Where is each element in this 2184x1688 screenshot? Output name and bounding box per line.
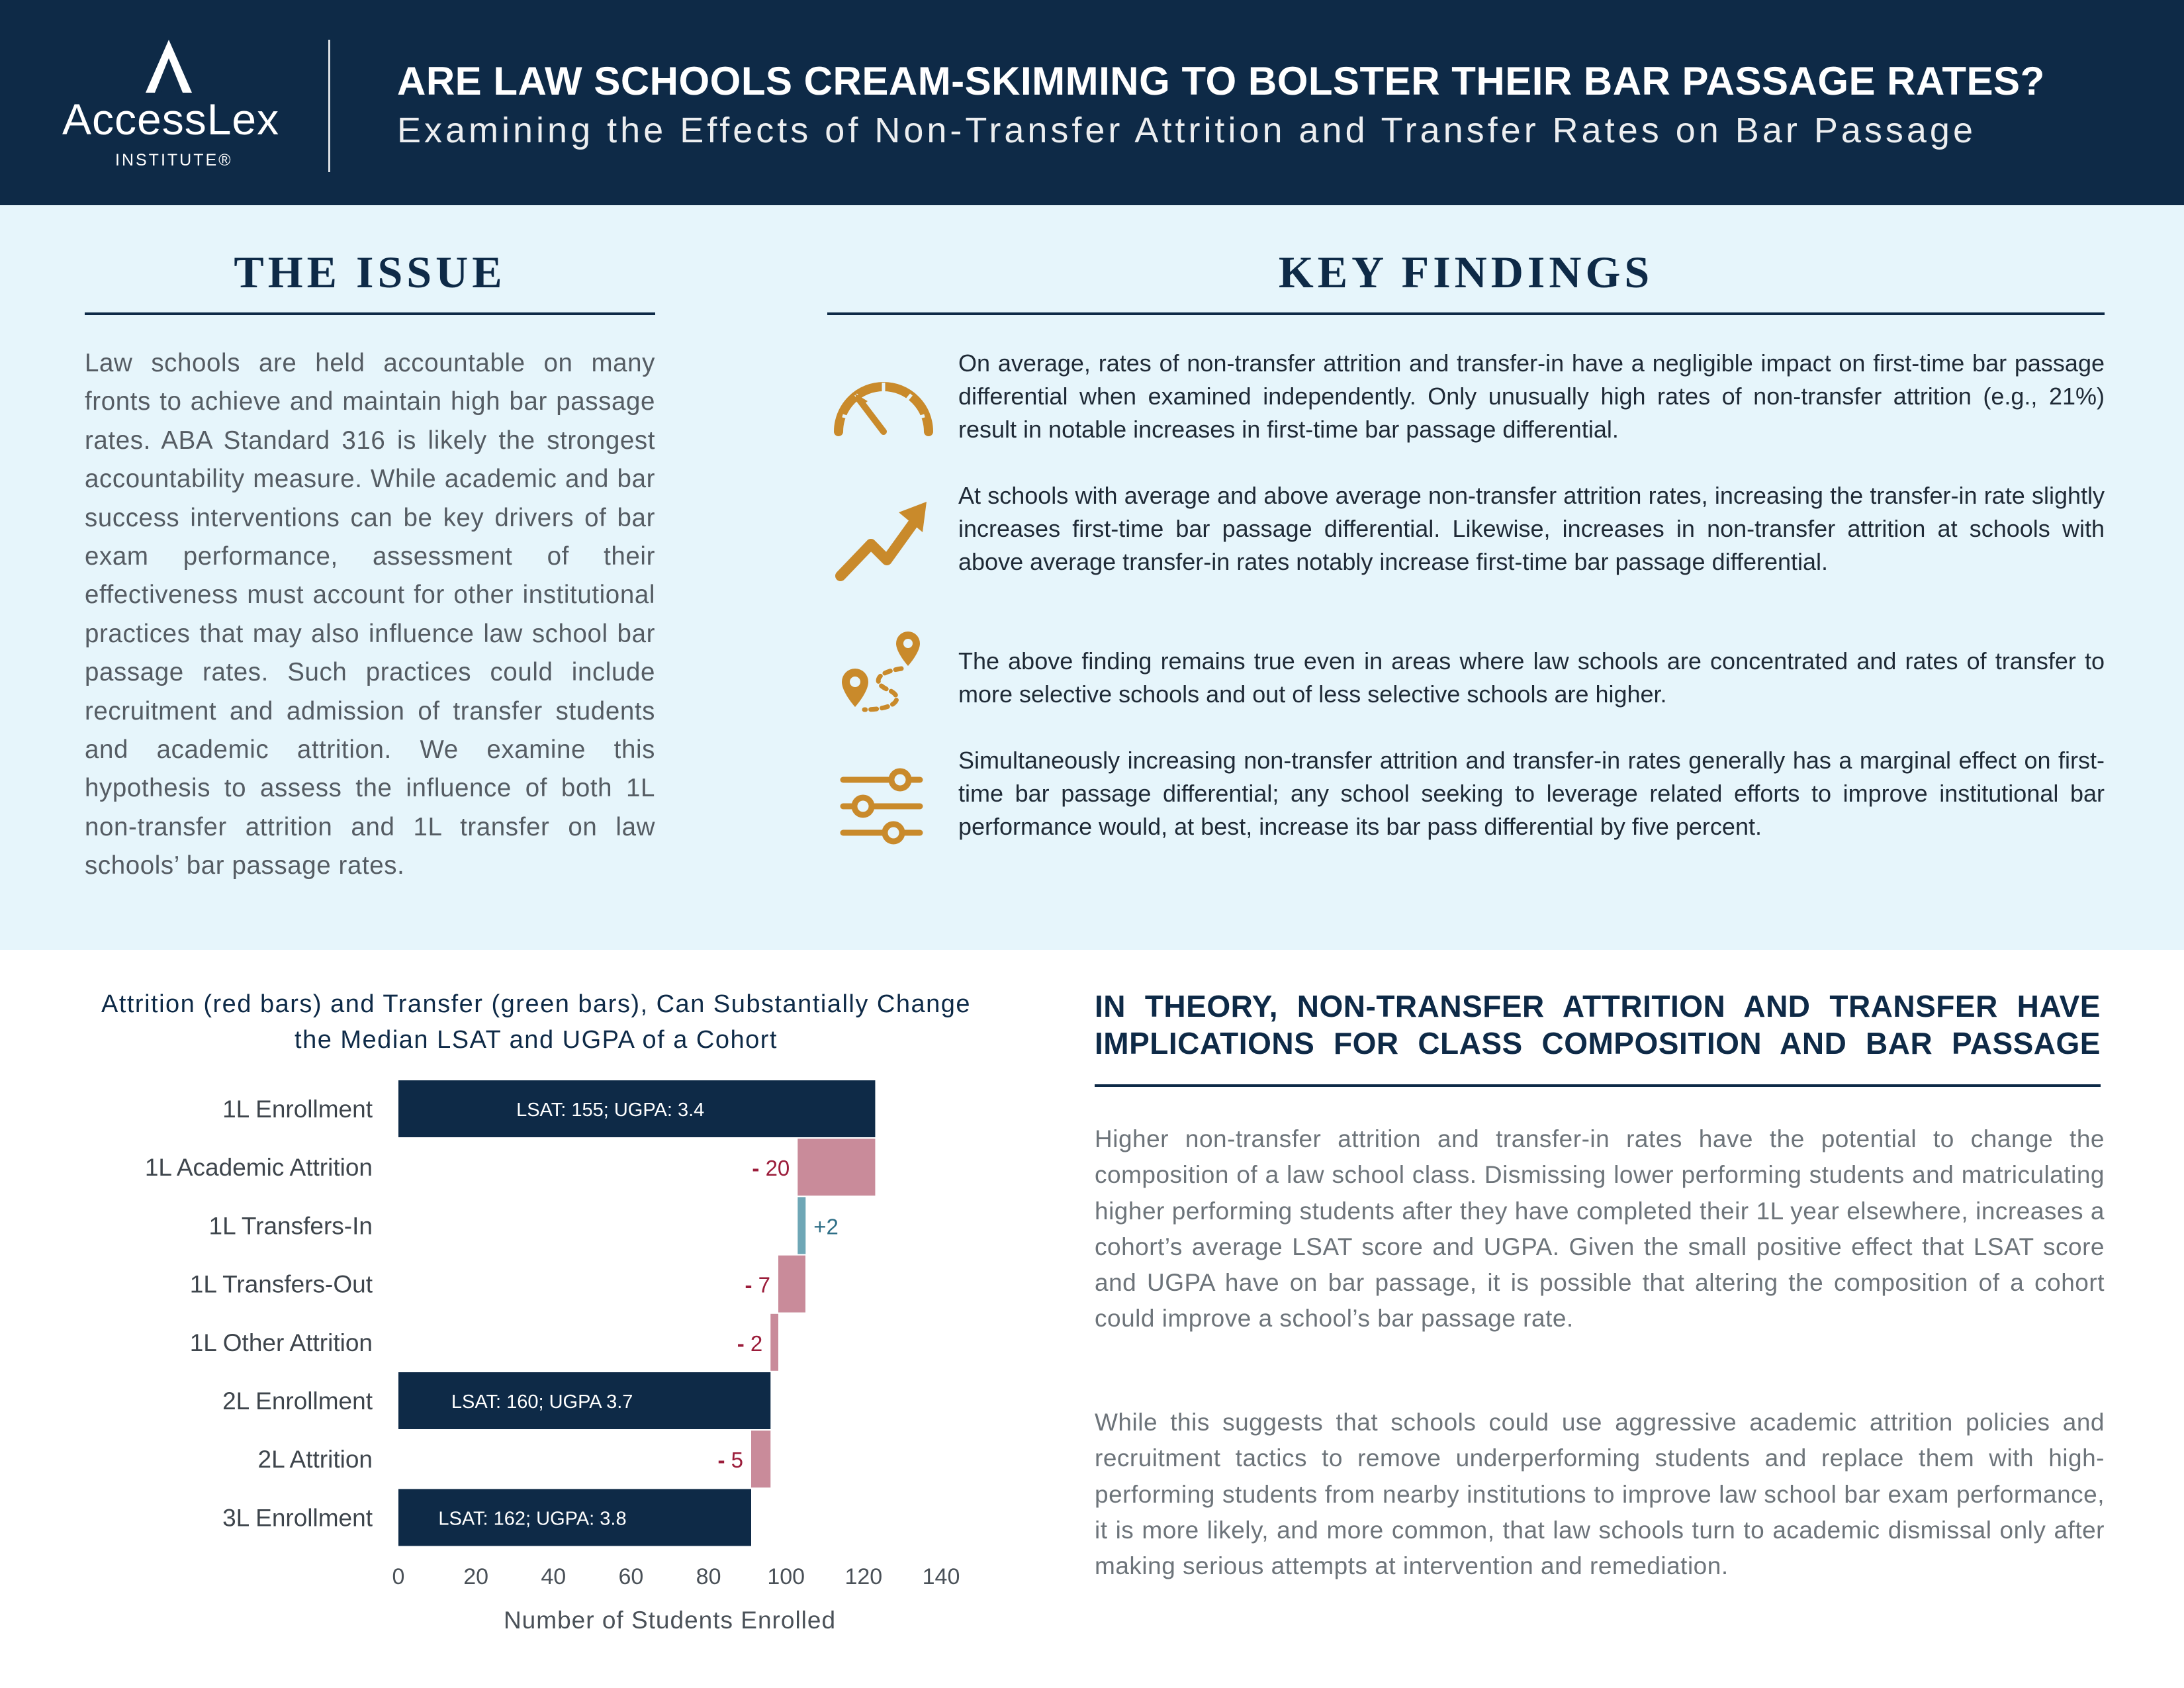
category-label: 1L Transfers-Out <box>189 1270 373 1298</box>
x-tick-label: 60 <box>618 1564 644 1589</box>
bar-value-label: - 2 <box>737 1331 763 1356</box>
chart-title: Attrition (red bars) and Transfer (green bars), Can Substantially Change the Median LSAT and UGPA of a Cohort <box>101 990 972 1054</box>
x-tick-label: 100 <box>767 1564 805 1589</box>
finding-3: The above finding remains true even in areas where law schools are concentrated and rates of transfer to more selective schools and out of less selective schools are higher. <box>958 647 2105 708</box>
category-label: 1L Enrollment <box>222 1096 373 1123</box>
key-findings-rule <box>827 312 2105 315</box>
finding-1: On average, rates of non-transfer attrition and transfer-in have a negligible impact on first-time bar passage differential when examined independently. Only unusually high rates of non-transfer attrition (e.g., 21%) result in notable increases in first-time bar passage differential. <box>958 350 2105 443</box>
x-tick-label: 140 <box>922 1564 960 1589</box>
bar-value-label: - 7 <box>745 1272 770 1297</box>
theory-paragraph-2: While this suggests that schools could use aggressive academic attrition policies and recruitment tactics to remove underperforming students and replace them with high-performing students from nearby institutions to improve law school bar exam performance, it is more likely, and more common, that law schools turn to academic dismissal only after making serious attempts at intervention and remediation. <box>1095 1409 2105 1580</box>
logo-wordmark: AccessLex <box>62 95 280 144</box>
finding-4: Simultaneously increasing non-transfer attrition and transfer-in rates generally has a marginal effect on first-time bar passage differential; any school seeking to leverage related efforts to improve institutional bar performance would, at best, increase its bar pass differential by five percent. <box>958 747 2105 840</box>
issue-text: Law schools are held accountable on many fronts to achieve and maintain high bar passage rates. ABA Standard 316 is likely the strongest accountability measure. While academic and bar success interventions can be key drivers of bar exam performance, assessment of their effectiveness must account for other institutional practices that may also influence law school bar passage rates. Such practices could include recruitment and admission of transfer students and academic attrition. We examine this hypothesis to assess the influence of both 1L non-transfer attrition and 1L transfer on law schools’ bar passage rates. <box>85 349 655 880</box>
x-tick-label: 120 <box>844 1564 883 1589</box>
category-label: 1L Transfers-In <box>208 1212 373 1240</box>
x-tick-label: 40 <box>541 1564 567 1589</box>
bar-transfer <box>797 1197 805 1254</box>
category-label: 3L Enrollment <box>222 1504 373 1532</box>
theory-heading: IN THEORY, NON-TRANSFER ATTRITION AND TRANSFER HAVE IMPLICATIONS FOR CLASS COMPOSITION AND BAR PASSAGE <box>1095 989 2101 1060</box>
x-axis-label: Number of Students Enrolled <box>503 1607 837 1634</box>
category-label: 1L Other Attrition <box>189 1329 373 1356</box>
page-title: ARE LAW SCHOOLS CREAM-SKIMMING TO BOLSTER THEIR BAR PASSAGE RATES? <box>397 59 2045 103</box>
bar-attrition <box>797 1139 875 1196</box>
category-label: 1L Academic Attrition <box>144 1154 373 1182</box>
key-findings-heading: KEY FINDINGS <box>1278 247 1654 297</box>
theory-rule <box>1095 1084 2101 1087</box>
x-tick-label: 20 <box>463 1564 489 1589</box>
bar-inner-label: LSAT: 162; UGPA: 3.8 <box>438 1508 627 1530</box>
x-tick-label: 80 <box>696 1564 721 1589</box>
logo-subtext: INSTITUTE® <box>115 151 233 169</box>
waterfall-chart <box>0 0 1006 1688</box>
bar-value-label: +2 <box>813 1214 839 1239</box>
bar-value-label: - 20 <box>752 1156 790 1181</box>
bar-attrition <box>770 1314 778 1371</box>
page-subtitle: Examining the Effects of Non-Transfer Attrition and Transfer Rates on Bar Passage <box>397 111 1976 150</box>
bar-attrition <box>751 1430 770 1487</box>
category-label: 2L Enrollment <box>222 1387 373 1415</box>
finding-2: At schools with average and above average non-transfer attrition rates, increasing the transfer-in rate slightly increases first-time bar passage differential. Likewise, increases in non-transfer attrition at schools with above average transfer-in rates notably increase first-time bar passage differential. <box>958 482 2105 575</box>
bar-inner-label: LSAT: 160; UGPA 3.7 <box>451 1391 633 1413</box>
bar-attrition <box>778 1256 805 1313</box>
category-label: 2L Attrition <box>257 1446 373 1474</box>
theory-paragraph-1: Higher non-transfer attrition and transfer-in rates have the potential to change the composition of a law school class. Dismissing lower performing students and matriculating higher performing students after they have completed their 1L year elsewhere, increases a cohort’s average LSAT score and UGPA. Given the small positive effect that LSAT score and UGPA have on bar passage, it is possible that altering the composition of a cohort could improve a school’s bar passage rate. <box>1095 1125 2105 1333</box>
bar-value-label: - 5 <box>717 1448 743 1473</box>
issue-heading: THE ISSUE <box>234 247 506 297</box>
bar-inner-label: LSAT: 155; UGPA: 3.4 <box>516 1100 705 1121</box>
x-tick-label: 0 <box>392 1564 405 1589</box>
